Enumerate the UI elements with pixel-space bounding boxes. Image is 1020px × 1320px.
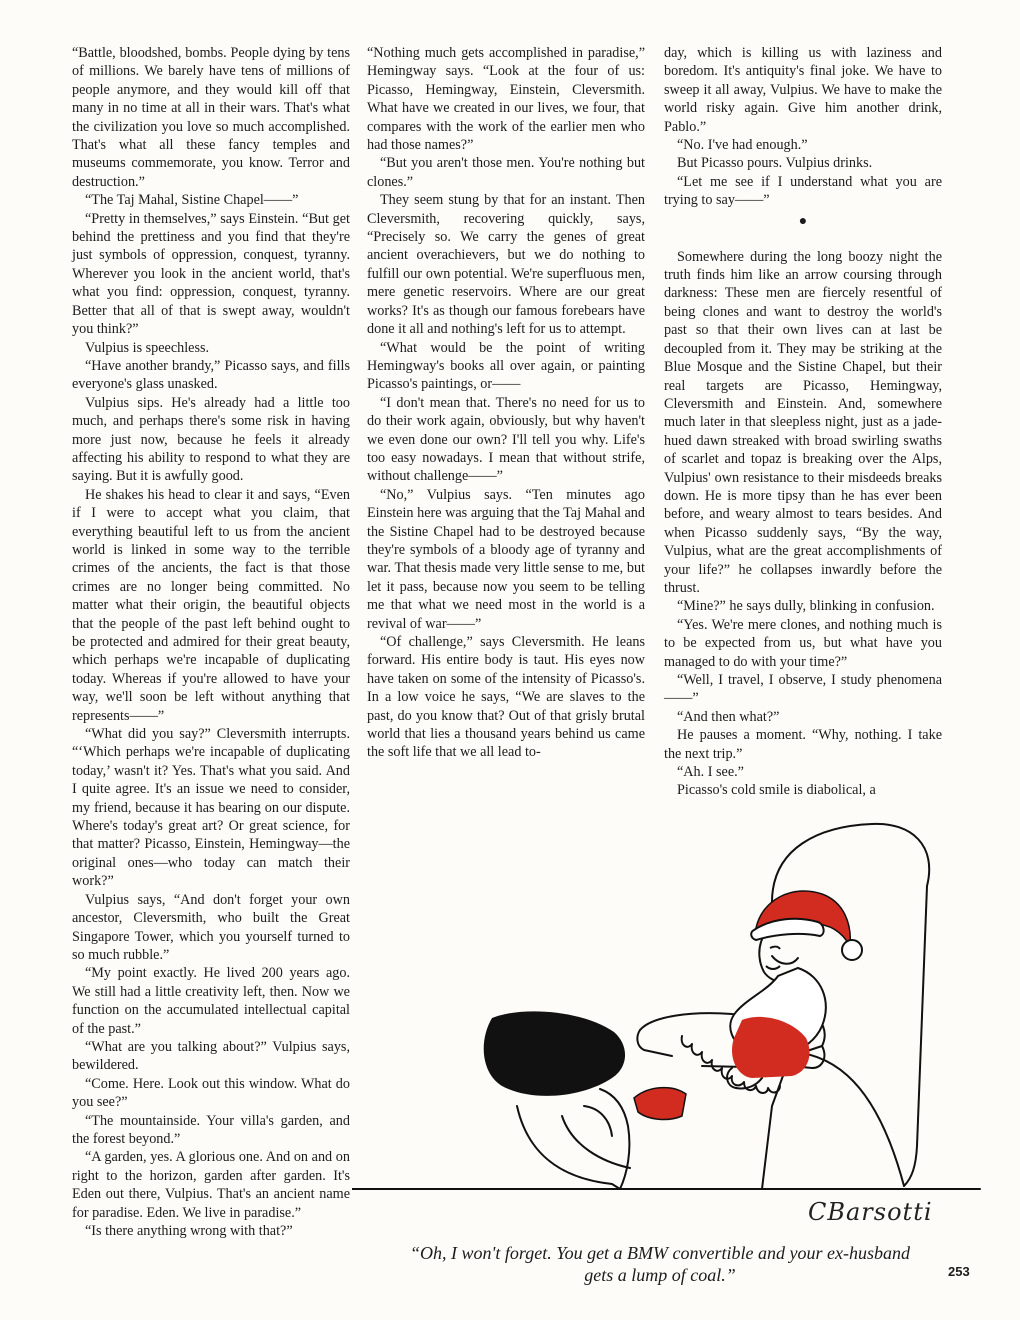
story-paragraph: He pauses a moment. “Why, nothing. I take the next trip.” <box>664 727 942 762</box>
story-paragraph: “And then what?” <box>677 708 780 725</box>
story-paragraph: “Well, I travel, I observe, I study phenomena——” <box>664 672 942 707</box>
story-paragraph: “Pretty in themselves,” says Einstein. “But get behind the prettiness and you find that they're just symbols of oppression, conquest, tyranny. Wherever you look in the ancient world, that's what you find: oppression, conquest, tyranny. Better that all of that is swept away, wouldn't you think?” <box>72 210 350 338</box>
story-paragraph: They seem stung by that for an instant. Then Cleversmith, recovering quickly, says, “Precisely so. We carry the genes of great ancient overachievers, but we do nothing to fulfill our own potential. We're superfluous men, mere genetic reservoirs. Where are our great works? It's as though our famous forebears have done it all and nothing's left for us to attempt. <box>367 192 645 338</box>
story-paragraph: Vulpius says, “And don't forget your own ancestor, Cleversmith, who built the Great Singapore Tower, which you yourself turned to so much rubble.” <box>72 891 350 963</box>
story-paragraph: “What are you talking about?” Vulpius says, bewildered. <box>72 1038 350 1074</box>
story-paragraph: Vulpius is speechless. <box>85 339 210 356</box>
story-paragraph: day, which is killing us with laziness and boredom. It's antiquity's final joke. We have to sweep it all away, Vulpius. We have to make the world risky again. Give him another drink, Pablo.” <box>664 45 942 135</box>
cartoon-illustration <box>352 806 992 1226</box>
story-paragraph: “The Taj Mahal, Sistine Chapel——” <box>85 192 299 209</box>
story-paragraph: “Nothing much gets accomplished in paradise,” Hemingway says. “Look at the four of us: Picasso, Hemingway, Einstein, Cleversmith. What have we created in our lives, we four, that compares with the work of the earlier men who had those names?” <box>367 45 645 154</box>
text-column-2 <box>367 44 645 762</box>
text-column-1 <box>72 44 350 1240</box>
story-paragraph: But Picasso pours. Vulpius drinks. <box>677 155 873 172</box>
story-paragraph: “A garden, yes. A glorious one. And on and on right to the horizon, garden after garden. It's Eden out there, Vulpius. That's an ancient name for paradise. Eden. We live in paradise.” <box>72 1149 350 1221</box>
story-paragraph: “Have another brandy,” Picasso says, and fills everyone's glass unasked. <box>72 357 350 393</box>
story-paragraph: “My point exactly. He lived 200 years ago. We still had a little creativity left, then. Now we function on the accumulated intellectual capital of the past.” <box>72 965 350 1037</box>
story-paragraph: He shakes his head to clear it and says, “Even if I were to accept what you claim, that everything beautiful left to us from the ancient world is linked in some way to the terrible crimes of the ancients, the fact is that those crimes are no longer being committed. No matter what their origin, the beautiful objects that the people of the past left behind ought to be protected and admired for their great beauty, which perhaps we're incapable of duplicating today. Whereas if you're allowed to have your way, we'll soon be left without anything that represents——” <box>72 486 350 724</box>
story-paragraph: “Ah. I see.” <box>677 764 744 781</box>
story-paragraph: “Come. Here. Look out this window. What do you see?” <box>72 1075 350 1111</box>
story-paragraph: “What would be the point of writing Hemingway's books all over again, or painting Picasso's paintings, or—— <box>367 339 645 393</box>
story-paragraph: “Of challenge,” says Cleversmith. He leans forward. His entire body is taut. His eyes now have taken on some of the intensity of Picasso's. In a low voice he says, “We are slaves to the past, do you know that? Out of that grisly brutal world that lies a thousand years behind us came the soft life that we all lead to- <box>367 634 645 761</box>
page-number: 253 <box>948 1264 970 1279</box>
cartoon-caption: “Oh, I won't forget. You get a BMW convertible and your ex-husband gets a lump of coal.” <box>410 1243 910 1285</box>
santa-hat-pompom <box>842 940 862 960</box>
story-paragraph: “Mine?” he says dully, blinking in confusion. <box>677 598 935 615</box>
story-paragraph: “The mountainside. Your villa's garden, and the forest beyond.” <box>72 1112 350 1147</box>
story-paragraph: “What did you say?” Cleversmith interrupts. “‘Which perhaps we're incapable of duplicating today,’ wasn't it? Yes. That's what you said. And I quite agree. It's an issue we need to consider, my friend, because it has bearing on our dispute. Where's today's great art? Or great science, for that matter? Picasso, Einstein, Hemingway—the original ones—who today can match their work?” <box>72 726 350 890</box>
story-paragraph: Somewhere during the long boozy night the truth finds him like an arrow coursing through darkness: These men are fiercely resentful of being clones and want to destroy the world's past so that their own lives can at last be decoupled from it. They may be striking at the Blue Mosque and the Sistine Chapel, but their real targets are Picasso, Hemingway, Cleversmith and Einstein. And, somewhere much later in that sleepless night, just as a jade-hued dawn streaked with broad swirling swaths of scarlet and topaz is breaking over the Alps, Vulpius' own resistance to their misdeeds breaks down. He is more tipsy than he has ever been before, and weary almost to tears besides. And when Picasso suddenly says, “By the way, Vulpius, what are the great accomplishments of your life?” he collapses inwardly before the thrust. <box>664 248 942 596</box>
woman-hair <box>484 1011 625 1096</box>
santa-leg <box>634 1088 686 1120</box>
story-paragraph: “Is there anything wrong with that?” <box>85 1223 293 1239</box>
story-paragraph: “No. I've had enough.” <box>677 137 808 154</box>
cartoonist-signature: CBarsotti <box>808 1198 933 1226</box>
story-paragraph: Vulpius sips. He's already had a little too much, and perhaps there's some risk in having more just now, because he feels it already affecting his ability to respond to what they are saying. But it is awfully good. <box>72 394 350 485</box>
story-paragraph: “Let me see if I understand what you are trying to say——” <box>664 173 942 209</box>
story-paragraph: “No,” Vulpius says. “Ten minutes ago Einstein here was arguing that the Taj Mahal and the Sistine Chapel had to be destroyed because they're symbols of a bloody age of tyranny and war. That thesis made very little sense to me, but let it pass, because now you seem to be telling me that what we need most in the world is a revival of war——” <box>367 486 645 632</box>
story-paragraph: “But you aren't those men. You're nothing but clones.” <box>367 155 645 190</box>
text-column-3 <box>664 44 942 800</box>
story-paragraph: “I don't mean that. There's no need for us to do their work again, obviously, but why haven't we even done our own? I'll tell you why. Life's too easy nowadays. I mean that without strife, without challenge——” <box>367 394 645 485</box>
story-paragraph: “Battle, bloodshed, bombs. People dying by tens of millions. We barely have tens of millions of people anymore, and they would kill off that many in no time at all in their wars. That's what the civilization you love so much accomplished. That's what all these fancy temples and museums commemorate, you know. Terror and destruction.” <box>72 45 350 190</box>
section-break-bullet: ● <box>798 213 808 229</box>
story-paragraph: “Yes. We're mere clones, and nothing much is to be expected from us, but what have you managed to do with your time?” <box>664 616 942 670</box>
story-paragraph: Picasso's cold smile is diabolical, a <box>677 782 876 799</box>
